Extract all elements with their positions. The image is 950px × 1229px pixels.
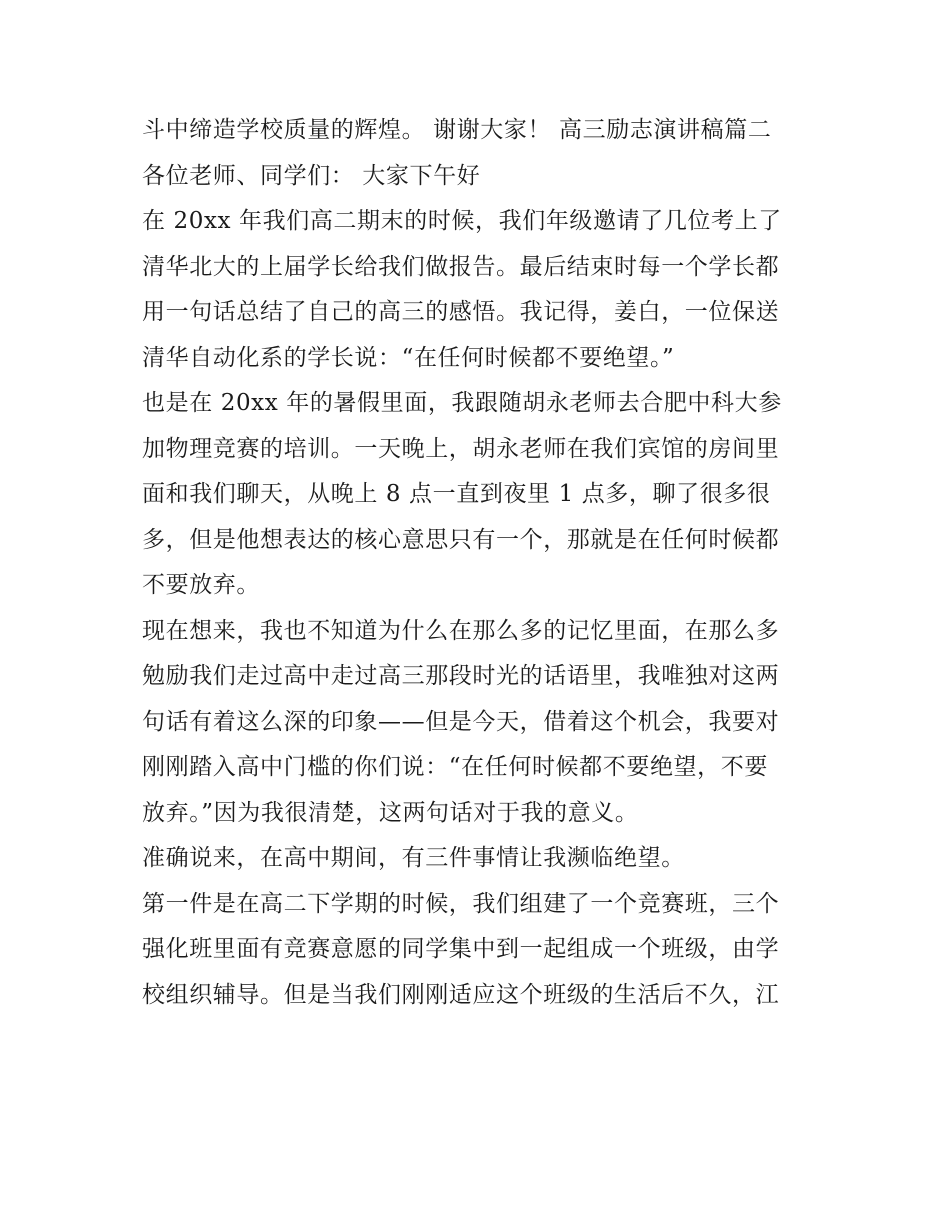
text-line: 准确说来，在高中期间，有三件事情让我濒临绝望。 [142,845,685,871]
text-line: 斗中缔造学校质量的辉煌。 谢谢大家！ 高三励志演讲稿篇二 [142,117,772,143]
text-line: 也是在 20xx 年的暑假里面，我跟随胡永老师去合肥中科大参 [142,390,782,416]
text-line: 多，但是他想表达的核心意思只有一个，那就是在任何时候都 [142,526,780,553]
text-line: 勉励我们走过高中走过高三那段时光的话语里，我唯独对这两 [142,663,780,689]
text-line: 现在想来，我也不知道为什么在那么多的记忆里面，在那么多 [142,617,780,644]
text-line: 刚刚踏入高中门槛的你们说：“在任何时候都不要绝望，不要 [142,754,768,780]
text-line: 加物理竞赛的培训。一天晚上，胡永老师在我们宾馆的房间里 [142,435,780,462]
text-line: 在 20xx 年我们高二期末的时候，我们年级邀请了几位考上了 [142,208,782,234]
text-line: 用一句话总结了自己的高三的感悟。我记得，姜白，一位保送 [142,299,780,325]
text-line: 面和我们聊天，从晚上 8 点一直到夜里 1 点多，聊了很多很 [142,481,771,507]
text-line: 各位老师、同学们： 大家下午好 [142,162,481,189]
text-line: 清华自动化系的学长说：“在任何时候都不要绝望。” [142,344,675,371]
text-line: 不要放弃。 [142,572,260,598]
text-line: 清华北大的上届学长给我们做报告。最后结束时每一个学长都 [142,253,780,280]
text-line: 句话有着这么深的印象——但是今天，借着这个机会，我要对 [142,708,780,735]
text-line: 放弃。”因为我很清楚，这两句话对于我的意义。 [142,799,639,826]
text-line: 强化班里面有竞赛意愿的同学集中到一起组成一个班级，由学 [142,936,780,962]
text-line: 第一件是在高二下学期的时候，我们组建了一个竞赛班，三个 [142,890,780,917]
text-line: 校组织辅导。但是当我们刚刚适应这个班级的生活后不久，江 [142,981,780,1008]
document-body [142,108,822,1018]
